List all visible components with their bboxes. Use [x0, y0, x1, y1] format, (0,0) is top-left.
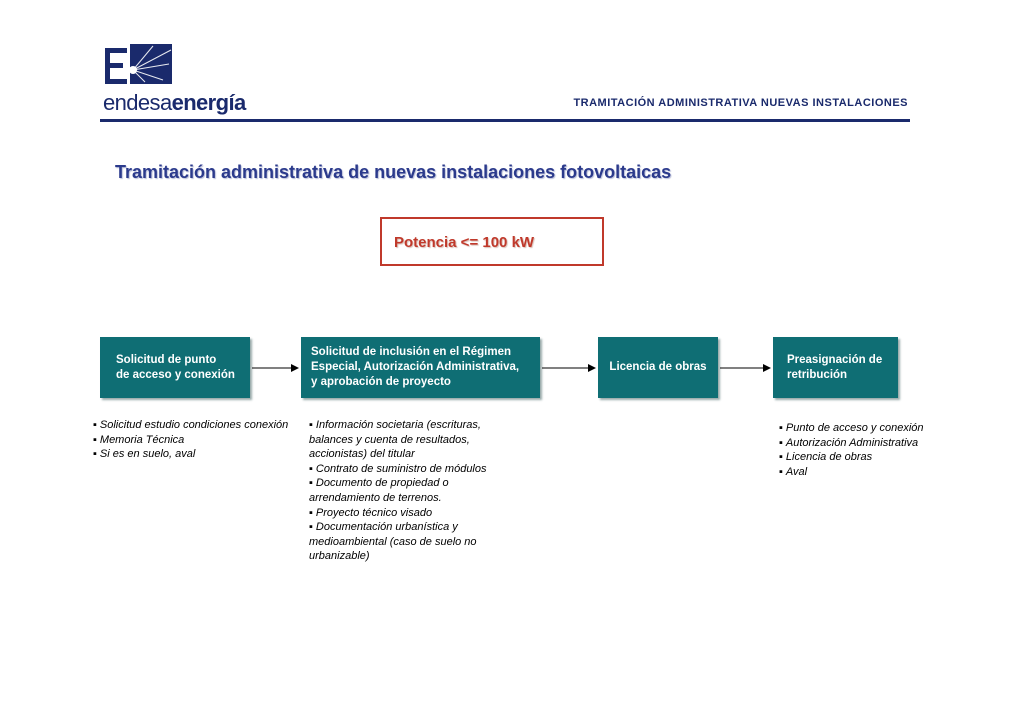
list-item: ▪ Punto de acceso y conexión: [779, 421, 979, 436]
list-item: ▪ Solicitud estudio condiciones conexión: [93, 418, 293, 433]
step1-documents-list: [93, 418, 293, 462]
brand-name-part1: endesa: [103, 90, 172, 115]
page-title: Tramitación administrativa de nuevas instalaciones fotovoltaicas: [115, 162, 672, 182]
list-item: ▪ Si es en suelo, aval: [93, 447, 293, 462]
power-condition-label: Potencia <= 100 kW: [394, 234, 535, 251]
header-title: TRAMITACIÓN ADMINISTRATIVA NUEVAS INSTALACIONES: [573, 97, 908, 109]
step2-documents-list: [309, 418, 519, 564]
list-item: ▪ Licencia de obras: [779, 450, 979, 465]
list-item: ▪ Información societaria (escrituras, balances y cuenta de resultados, accionistas) del titular: [309, 418, 519, 462]
list-item: ▪ Aval: [779, 465, 979, 480]
step-label: Licencia de obras: [609, 361, 707, 373]
list-item: ▪ Documentación urbanística y medioambiental (caso de suelo no urbanizable): [309, 520, 519, 564]
list-item: ▪ Documento de propiedad o arrendamiento de terrenos.: [309, 476, 519, 505]
list-item: ▪ Autorización Administrativa: [779, 436, 979, 451]
step-label: Solicitud de punto de acceso y conexión: [116, 353, 235, 381]
step-label: Preasignación de retribución: [787, 353, 883, 381]
step-label: Solicitud de inclusión en el Régimen Especial, Autorización Administrativa, y aprobación de proyecto: [311, 346, 520, 388]
step4-documents-list: [779, 421, 979, 479]
list-item: ▪ Memoria Técnica: [93, 433, 293, 448]
list-item: ▪ Contrato de suministro de módulos: [309, 462, 519, 477]
brand-name-part2: energía: [171, 90, 246, 115]
list-item: ▪ Proyecto técnico visado: [309, 506, 519, 521]
